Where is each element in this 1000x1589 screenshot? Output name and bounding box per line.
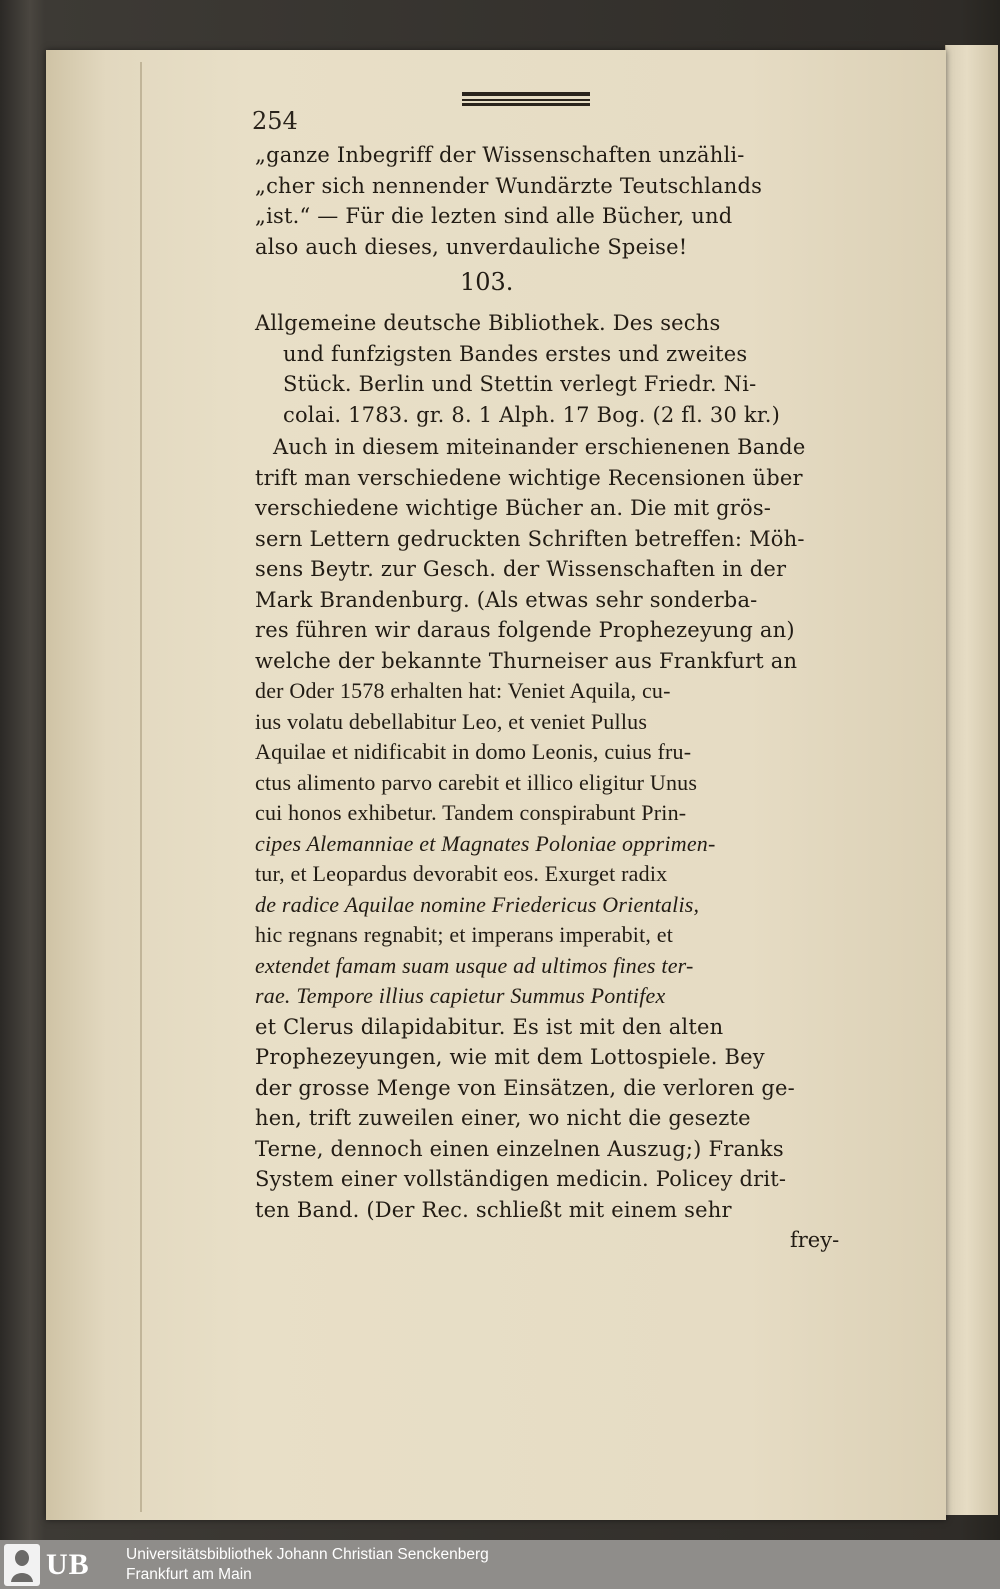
body-line: welche der bekannte Thurneiser aus Frankfurt an [255,648,798,673]
body-line: cipes Alemanniae et Magnates Poloniae opprimen- [255,830,716,856]
entry-number: 103. [460,268,514,296]
quote-line: also auch dieses, unverdauliche Speise! [255,234,688,259]
quote-line: „ganze Inbegriff der Wissenschaften unzähli- [255,143,745,167]
body-line: verschiedene wichtige Bücher an. Die mit grös- [255,496,772,520]
body-line: sern Lettern gedruckten Schriften betreffen: Möh- [255,526,805,551]
body-line: ten Band. (Der Rec. schließt mit einem sehr [255,1197,732,1222]
entry-line: Stück. Berlin und Stettin verlegt Friedr. Ni- [283,372,757,396]
next-page-edge [945,45,998,1515]
logo-letters: UB [46,1547,90,1581]
body-line: Aquilae et nidificabit in domo Leonis, cuius fru- [255,739,692,764]
body-line: Auch in diesem miteinander erschienenen Bande [273,435,806,459]
body-line: Terne, dennoch einen einzelnen Auszug;) Franks [255,1136,784,1161]
body-line: extendet famam suam usque ad ultimos fines ter- [255,952,694,978]
body-line: tur, et Leopardus devorabit eos. Exurget radix [255,861,668,886]
quote-block [255,140,825,262]
body-line: rae. Tempore illius capietur Summus Pontifex [255,983,666,1008]
page-fold-line [140,62,142,1512]
entry-line: Allgemeine deutsche Bibliothek. Des sechs [255,311,721,335]
library-logo[interactable] [4,1542,116,1588]
quote-line: „ist.“ — Für die lezten sind alle Bücher, und [255,204,733,228]
body-line: sens Beytr. zur Gesch. der Wissenschaften in der [255,557,787,581]
body-line: Prophezeyungen, wie mit dem Lottospiele. Bey [255,1045,765,1069]
body-line: cui honos exhibetur. Tandem conspirabunt Prin- [255,800,687,825]
body-line: hic regnans regnabit; et imperans imperabit, et [255,922,674,947]
portrait-seal-icon [4,1544,40,1586]
page-number: 254 [252,107,298,135]
body-line: der Oder 1578 erhalten hat: Veniet Aquila, cu- [255,678,671,703]
footer-institution-text [126,1545,489,1585]
library-footer-bar [0,1540,1000,1589]
body-line: de radice Aquilae nomine Friedericus Orientalis, [255,891,700,917]
body-line: ctus alimento parvo carebit et illico eligitur Unus [255,769,698,795]
entry-line: und funfzigsten Bandes erstes und zweites [283,341,748,366]
catchword: frey- [790,1228,840,1252]
institution-city: Frankfurt am Main [126,1565,252,1583]
quote-line: „cher sich nennender Wundärzte Teutschlands [255,173,763,198]
entry-line: colai. 1783. gr. 8. 1 Alph. 17 Bog. (2 fl. 30 kr.) [283,402,781,427]
body-line: der grosse Menge von Einsätzen, die verloren ge- [255,1075,795,1100]
body-paragraph [255,432,825,1225]
institution-name: Universitätsbibliothek Johann Christian Senckenberg [126,1545,489,1563]
body-line: System einer vollständigen medicin. Policey drit- [255,1167,787,1191]
body-line: ius volatu debellabitur Leo, et veniet Pullus [255,708,648,734]
body-line: Mark Brandenburg. (Als etwas sehr sonderba- [255,587,758,612]
entry-title-block [255,308,825,430]
body-line: hen, trift zuweilen einer, wo nicht die gesezte [255,1106,751,1130]
body-line: et Clerus dilapidabitur. Es ist mit den alten [255,1014,724,1039]
body-line: res führen wir daraus folgende Prophezeyung an) [255,618,795,642]
body-line: trift man verschiedene wichtige Recensionen über [255,465,803,490]
header-ornament-rule [462,92,590,106]
